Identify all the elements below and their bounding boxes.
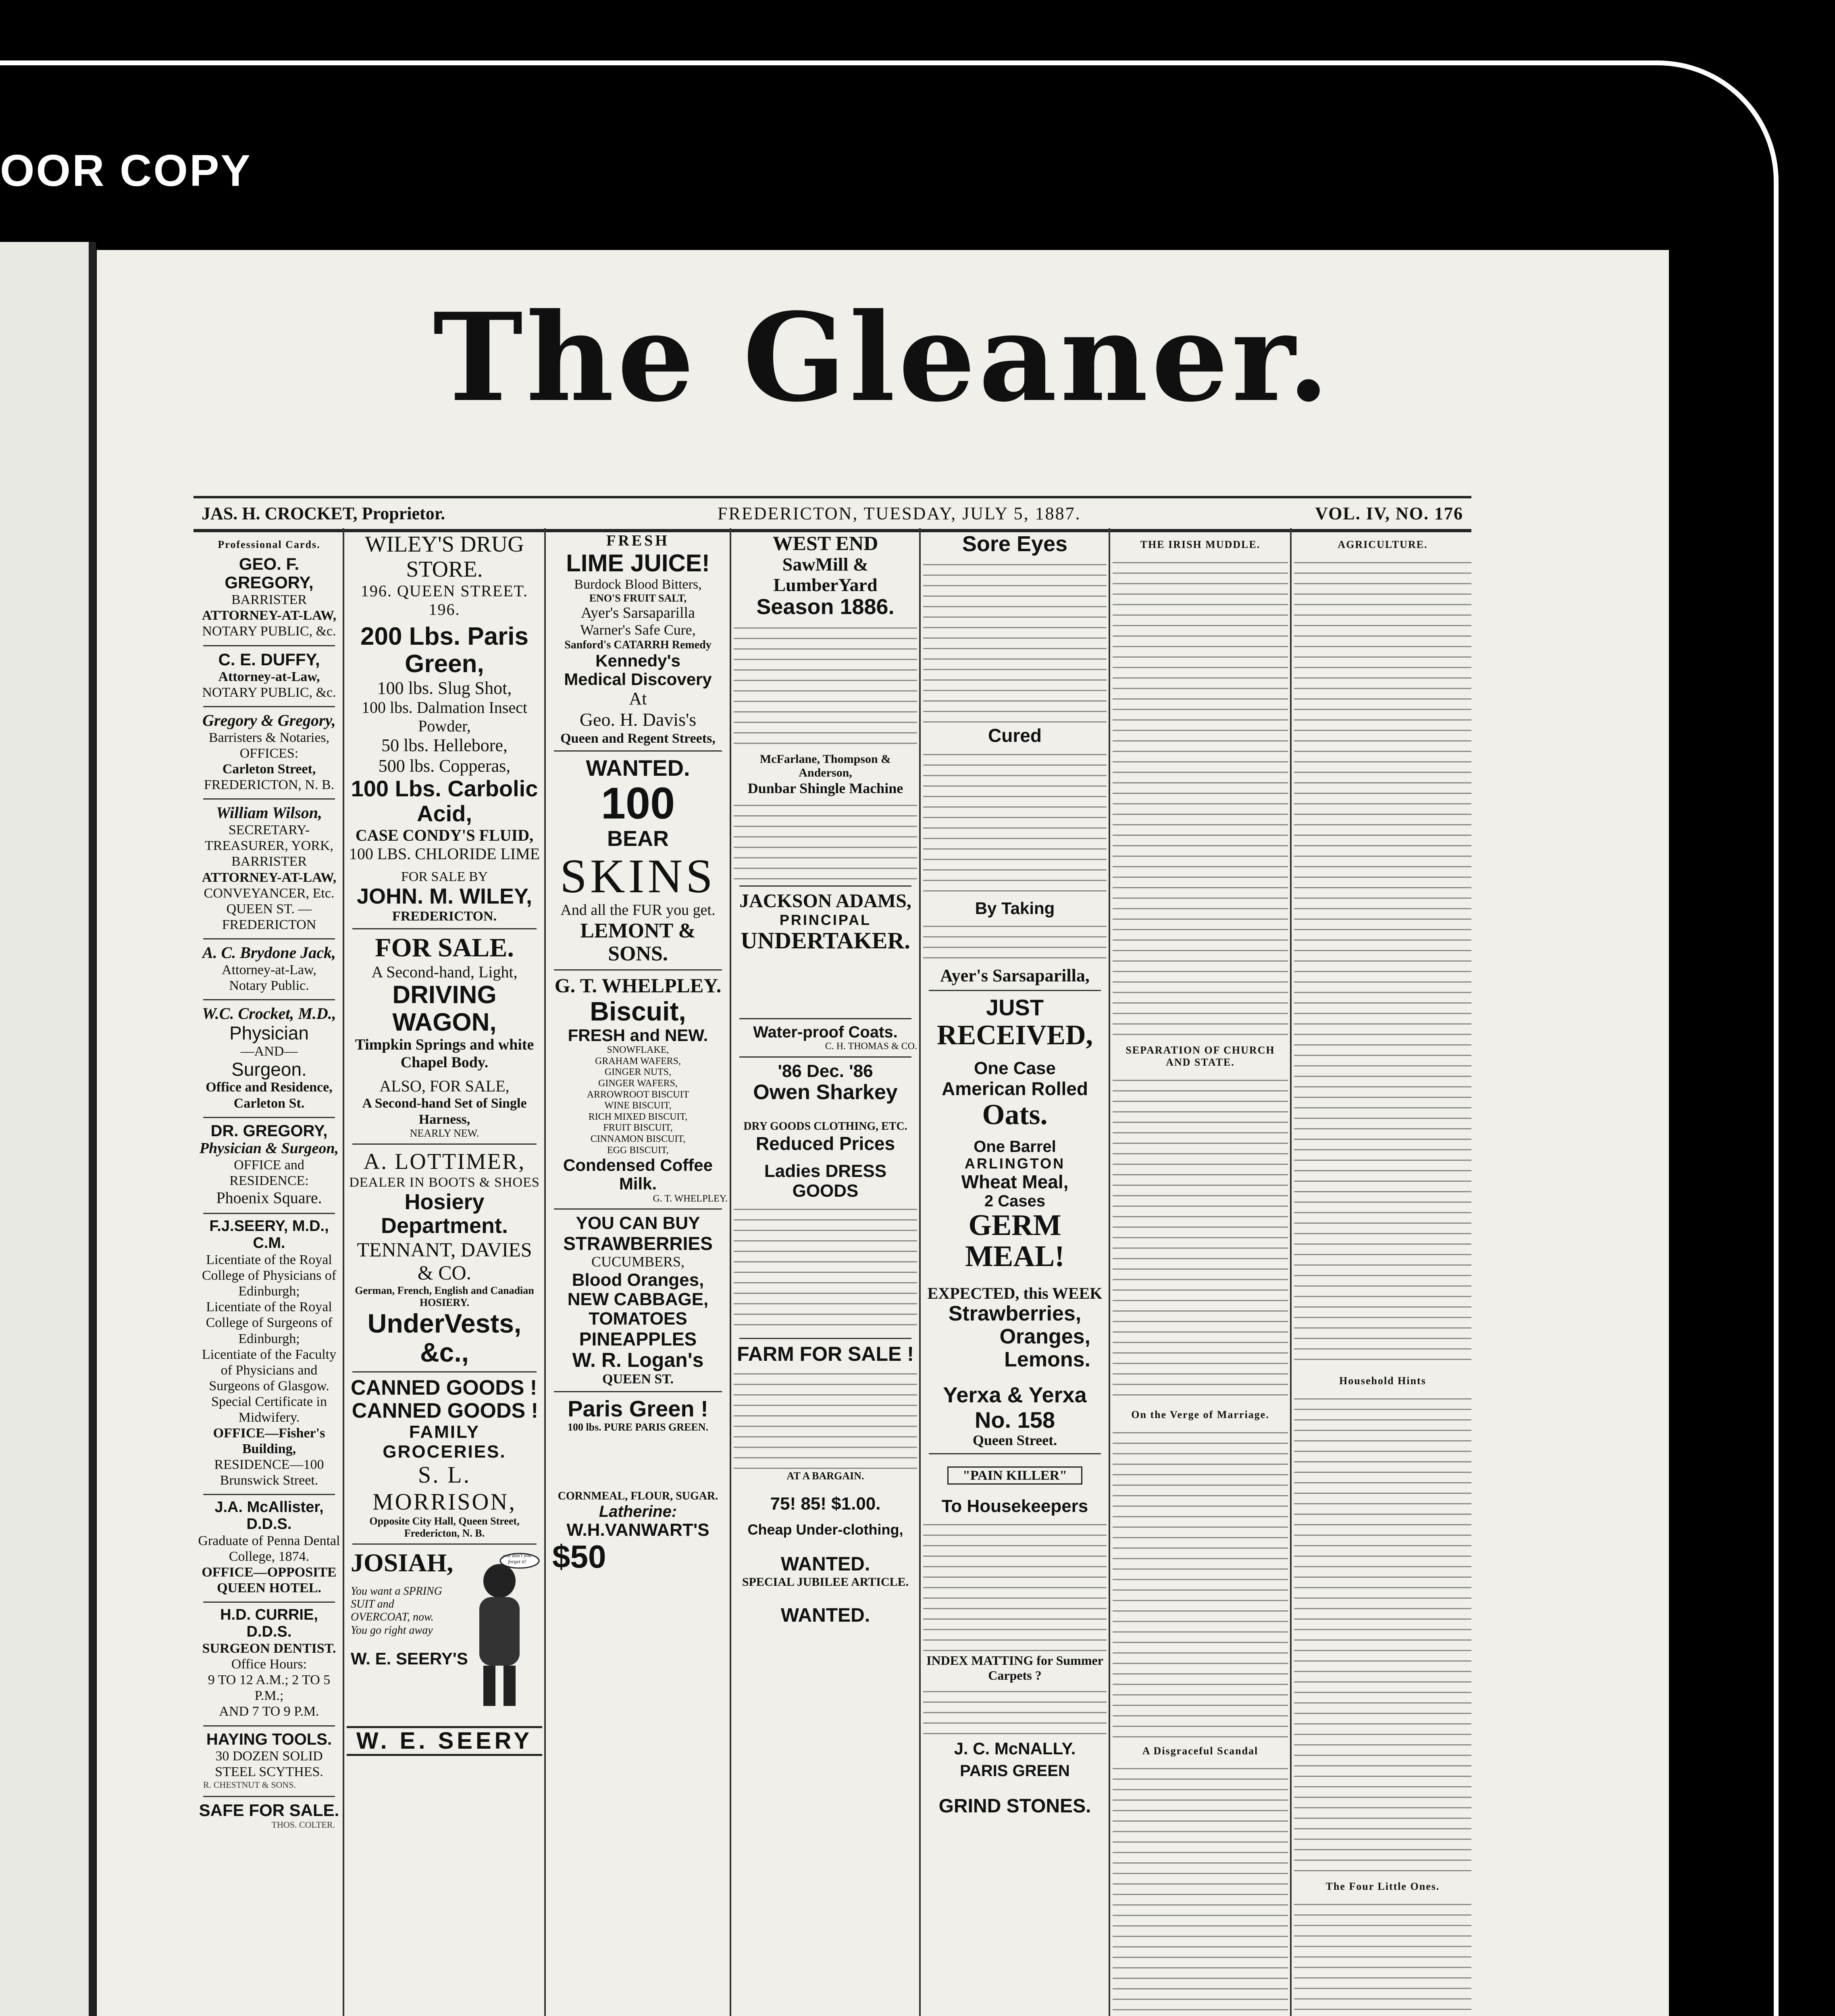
sawmill-body-text <box>734 619 917 752</box>
whelpley-2: G. T. WHELPLEY. <box>653 1193 728 1204</box>
wanted: WANTED. <box>586 755 690 781</box>
card-line: Attorney-at-Law, <box>222 962 316 977</box>
cartoon-illustration <box>455 1553 540 1714</box>
undervests: UnderVests, &c., <box>367 1308 522 1368</box>
card-line: Barristers & Notaries, <box>208 730 330 745</box>
card-line: OFFICE and RESIDENCE: <box>229 1158 309 1189</box>
drug-item: 200 Lbs. Paris Green, <box>360 623 529 678</box>
lemons: Lemons. <box>1004 1348 1090 1372</box>
biscuit-item: GRAHAM WAFERS, <box>595 1056 681 1066</box>
card-name: A. C. Brydone Jack, <box>202 943 336 962</box>
tennant-davies: TENNANT, DAVIES & CO. <box>357 1238 532 1284</box>
for-sale-line: Chapel Body. <box>400 1054 489 1071</box>
two-cases: 2 Cases <box>984 1192 1046 1210</box>
seller-place: FREDERICTON. <box>392 909 497 924</box>
divider <box>554 1391 722 1392</box>
biscuit-item: WINE BISCUIT, <box>604 1100 672 1111</box>
card <box>198 711 341 793</box>
canned-goods-2: CANNED GOODS ! <box>352 1399 538 1422</box>
card <box>198 1607 341 1719</box>
for-sale-line: Timpkin Springs and white <box>355 1036 534 1054</box>
divider <box>203 999 335 1000</box>
canned-goods-1: CANNED GOODS ! <box>351 1376 537 1400</box>
divider <box>554 969 722 971</box>
drug-item: 100 LBS. CHLORIDE LIME <box>349 844 540 863</box>
divider <box>929 990 1101 991</box>
ladies-dress-goods: Ladies DRESS GOODS <box>764 1161 887 1201</box>
lottimer-sub: DEALER IN BOOTS & SHOES <box>349 1175 540 1190</box>
sore-eyes-body-text <box>923 556 1107 725</box>
proprietor: JAS. H. CROCKET, Proprietor. <box>202 504 445 523</box>
previous-page-edge <box>0 242 96 2016</box>
lemont: LEMONT & SONS. <box>580 919 696 966</box>
card-line: Surgeon. <box>231 1058 307 1080</box>
divider <box>203 1117 335 1118</box>
card <box>198 1122 341 1208</box>
divider <box>203 938 335 939</box>
morrison-address: Opposite City Hall, Queen Street, Fredericton, N. B. <box>369 1515 520 1539</box>
agriculture-heading: AGRICULTURE. <box>1338 539 1428 550</box>
undertaker: UNDERTAKER. <box>741 927 910 954</box>
oranges: Oranges, <box>999 1325 1090 1349</box>
produce-item: CUCUMBERS, <box>591 1254 685 1270</box>
cured-body-text <box>923 746 1107 899</box>
newspaper-page <box>97 250 1669 2016</box>
farm-for-sale: FARM FOR SALE ! <box>737 1342 914 1365</box>
bear: BEAR <box>607 826 669 851</box>
also-for-sale: ALSO, FOR SALE, <box>379 1077 510 1095</box>
news-heading: A Disgraceful Scandal <box>1142 1745 1259 1757</box>
paris-green-2: PARIS GREEN <box>960 1762 1070 1780</box>
matting-body-text <box>923 1683 1107 1739</box>
one-case: One Case <box>974 1058 1056 1079</box>
divider <box>554 750 722 752</box>
for-sale-line: DRIVING WAGON, <box>392 981 497 1036</box>
season: Season 1886. <box>756 595 895 619</box>
news-heading: SEPARATION OF CHURCH AND STATE. <box>1126 1044 1275 1068</box>
column-rule <box>544 528 546 2016</box>
paris-green: Paris Green ! <box>568 1396 708 1422</box>
to-housekeepers: To Housekeepers <box>941 1496 1088 1516</box>
at-a-bargain: AT A BARGAIN. <box>786 1470 864 1482</box>
biscuit-item: CINNAMON BISCUIT, <box>590 1133 686 1144</box>
ayers-sarsaparilla: Ayer's Sarsaparilla, <box>940 966 1090 986</box>
prices: 75! 85! $1.00. <box>770 1493 881 1514</box>
place-date: FREDERICTON, TUESDAY, JULY 5, 1887. <box>718 504 1081 523</box>
volume-number: VOL. IV, NO. 176 <box>1315 504 1463 523</box>
biscuit-item: SNOWFLAKE, <box>607 1045 669 1056</box>
card-line: FREDERICTON, N. B. <box>204 777 335 793</box>
card-line: QUEEN ST. — FREDERICTON <box>222 901 316 932</box>
josiah-title: JOSIAH, <box>351 1548 454 1577</box>
for-sale-line: A Second-hand, Light, <box>371 962 518 981</box>
card-name: F.J.SEERY, M.D., C.M. <box>209 1218 329 1252</box>
lottimer: A. LOTTIMER, <box>363 1149 526 1174</box>
drug-item: 500 lbs. Copperas, <box>378 756 511 776</box>
card-name: GEO. F. GREGORY, <box>225 554 314 592</box>
you-can-buy: YOU CAN BUY <box>576 1213 700 1233</box>
card <box>198 943 341 993</box>
column-agriculture <box>1294 532 1471 2016</box>
pain-killer: "PAIN KILLER" <box>947 1466 1082 1485</box>
card-name: HAYING TOOLS. <box>206 1730 332 1748</box>
divider <box>739 885 911 887</box>
column-rule <box>730 528 731 2016</box>
card-line: Office and Residence, Carleton St. <box>206 1080 333 1111</box>
drug-item: 100 Lbs. Carbolic Acid, <box>351 776 538 826</box>
thomas-co: C. H. THOMAS & CO. <box>825 1041 917 1052</box>
divider <box>203 1213 335 1214</box>
divider <box>352 1143 537 1145</box>
card-line: Special Certificate in Midwifery. <box>211 1394 327 1425</box>
household-body-text <box>1294 1390 1471 1874</box>
harness-note: NEARLY NEW. <box>410 1127 479 1139</box>
card-line: OFFICE—OPPOSITE QUEEN HOTEL. <box>202 1565 337 1596</box>
card-line: Physician & Surgeon, <box>199 1139 339 1157</box>
housekeepers-body-text <box>923 1516 1107 1653</box>
latherine: Latherine: <box>599 1503 677 1521</box>
for-sale-by: FOR SALE BY <box>401 869 488 884</box>
biscuit: Biscuit, <box>590 996 686 1027</box>
family-groceries: FAMILY GROCERIES. <box>383 1422 506 1462</box>
card-line: Graduate of Penna Dental College, 1874. <box>198 1533 340 1564</box>
one-barrel: One Barrel <box>974 1138 1056 1156</box>
jackson-adams: JACKSON ADAMS, <box>739 890 911 912</box>
card-line: ATTORNEY-AT-LAW, <box>202 870 337 885</box>
american-rolled: American Rolled <box>942 1078 1088 1099</box>
hosiery-sub: German, French, English and Canadian HOSIERY. <box>355 1284 534 1308</box>
section-heading: Professional Cards. <box>218 539 320 550</box>
card-name: DR. GREGORY, <box>210 1122 328 1140</box>
divider <box>352 928 537 929</box>
card-line: Licentiate of the Royal College of Physicians of Edinburgh; <box>202 1252 337 1299</box>
davis: Geo. H. Davis's <box>579 709 697 730</box>
card-line: OFFICE—Fisher's Building, <box>213 1426 325 1457</box>
card-name: C. E. DUFFY, <box>218 650 320 669</box>
card-line: SURGEON DENTIST. <box>202 1641 336 1656</box>
card-line: NOTARY PUBLIC, &c. <box>202 685 336 700</box>
paris-green-sub: 100 lbs. PURE PARIS GREEN. <box>567 1421 709 1433</box>
card-name: J.A. McAllister, D.D.S. <box>214 1499 324 1533</box>
logan-address: QUEEN ST. <box>602 1372 674 1387</box>
card-line: NOTARY PUBLIC, &c. <box>202 624 336 639</box>
yerxa: Yerxa & Yerxa <box>943 1383 1087 1408</box>
divider <box>203 645 335 646</box>
produce-item: TOMATOES <box>589 1309 687 1329</box>
owen-sharkey: Owen Sharkey <box>753 1081 898 1104</box>
drug-item: CASE CONDY'S FLUID, <box>355 826 534 844</box>
hosiery-dept: Hosiery Department. <box>381 1190 508 1238</box>
biscuit-item: FRUIT BISCUIT, <box>603 1123 673 1133</box>
divider <box>203 1494 335 1495</box>
divider <box>352 1543 537 1545</box>
divider <box>739 1056 911 1058</box>
biscuit-item: EGG BISCUIT, <box>607 1145 669 1156</box>
card-line: Office Hours: <box>231 1657 307 1672</box>
condensed: Condensed Coffee Milk. <box>563 1156 713 1193</box>
card <box>198 1499 341 1596</box>
remedy-item: Ayer's Sarsaparilla <box>581 604 695 621</box>
under-clothing: Cheap Under-clothing, <box>747 1521 903 1538</box>
cured: Cured <box>988 725 1042 746</box>
column-professional-cards <box>198 532 341 2016</box>
card <box>198 555 341 639</box>
card <box>198 804 341 933</box>
column-lime-juice <box>548 532 728 2016</box>
divider <box>929 1453 1101 1454</box>
card-line: Attorney-at-Law, <box>218 669 320 684</box>
card-line: Notary Public. <box>229 978 309 993</box>
wheat-meal: Wheat Meal, <box>961 1171 1069 1192</box>
four-little-ones-heading: The Four Little Ones. <box>1325 1880 1440 1892</box>
harness: A Second-hand Set of Single Harness, <box>362 1096 527 1127</box>
principal: PRINCIPAL <box>779 911 872 928</box>
card-line: OFFICES: <box>239 746 299 761</box>
logan: W. R. Logan's <box>572 1349 704 1372</box>
drug-item: 50 lbs. Hellebore, <box>381 735 508 756</box>
dateline-bar <box>193 496 1471 532</box>
produce-item: STRAWBERRIES <box>563 1233 713 1254</box>
card-line: ATTORNEY-AT-LAW, <box>202 608 337 623</box>
column-news <box>1113 532 1288 2016</box>
waterproof-coats: Water-proof Coats. <box>753 1023 898 1041</box>
mcfarlane: McFarlane, Thompson & Anderson, <box>759 752 891 780</box>
column-wiley-drug-store <box>347 532 542 2016</box>
biscuit-item: ARROWROOT BISCUIT <box>587 1089 689 1100</box>
received: RECEIVED, <box>936 1020 1093 1051</box>
column-rule <box>1109 528 1110 2016</box>
just: JUST <box>986 994 1044 1020</box>
card-line: SECRETARY-TREASURER, YORK, <box>205 823 333 854</box>
card-name: H.D. CURRIE, D.D.S. <box>220 1606 318 1641</box>
card-line: RESIDENCE—100 Brunswick Street. <box>214 1457 324 1488</box>
news-body-text <box>1113 554 1288 1038</box>
column-sore-eyes <box>923 532 1107 2016</box>
expected: EXPECTED, this WEEK <box>927 1284 1103 1302</box>
speech-bubble: you don't you forget it! <box>503 1552 531 1565</box>
sawmill: SawMill & LumberYard <box>773 554 878 595</box>
divider <box>352 1371 537 1372</box>
drug-item: 100 lbs. Slug Shot, <box>377 678 512 698</box>
news-heading: THE IRISH MUDDLE. <box>1140 539 1261 550</box>
sore-eyes: Sore Eyes <box>962 532 1068 556</box>
column-rule <box>919 528 921 2016</box>
card <box>198 1218 341 1488</box>
whelpley: G. T. WHELPLEY. <box>554 974 722 997</box>
mcnally: J. C. McNALLY. <box>954 1739 1076 1758</box>
josiah-text: You want a SPRING SUIT and OVERCOAT, now. You go right away <box>351 1585 442 1637</box>
card-line: Physician <box>229 1023 309 1044</box>
store-name: WILEY'S DRUG STORE. <box>365 532 524 582</box>
west-end: WEST END <box>772 532 878 554</box>
queen-street: Queen Street. <box>972 1432 1057 1449</box>
taking-body-text <box>923 918 1107 966</box>
card-line: 9 TO 12 A.M.; 2 TO 5 P.M.; <box>208 1672 331 1704</box>
news-body-text <box>1113 1424 1288 1739</box>
remedy-item: Sanford's CATARRH Remedy <box>564 638 712 651</box>
remedy-item: Burdock Blood Bitters, <box>574 577 702 592</box>
josiah-ad <box>347 1549 542 1726</box>
jubilee-article: SPECIAL JUBILEE ARTICLE. <box>742 1575 909 1589</box>
divider <box>739 1338 911 1339</box>
germ-meal: GERM MEAL! <box>965 1208 1065 1273</box>
cornmeal: CORNMEAL, FLOUR, SUGAR. <box>558 1489 718 1502</box>
dunbar-body-text <box>734 797 917 881</box>
film-label: OOR COPY <box>0 146 252 196</box>
divider <box>203 1796 335 1797</box>
oats: Oats. <box>982 1098 1048 1131</box>
fresh-and-new: FRESH and NEW. <box>568 1026 708 1045</box>
household-heading: Household Hints <box>1339 1375 1426 1387</box>
reduced-prices: Reduced Prices <box>755 1133 895 1154</box>
divider <box>554 1208 722 1210</box>
column-rule <box>1290 528 1292 2016</box>
card <box>198 1004 341 1111</box>
card-line: Licentiate of the Faculty of Physicians and Surgeons of Glasgow. <box>202 1347 337 1393</box>
card-line: Carleton Street, <box>222 762 316 777</box>
card-line: AND 7 TO 9 P.M. <box>219 1704 319 1719</box>
seery-banner: W. E. SEERY <box>347 1726 542 1756</box>
biscuit-item: GINGER WAFERS, <box>598 1078 678 1089</box>
number-158: No. 158 <box>974 1407 1055 1433</box>
card <box>198 1801 341 1831</box>
card <box>198 650 341 700</box>
farm-body-text <box>734 1365 917 1470</box>
dunbar: Dunbar Shingle Machine <box>747 780 903 796</box>
price-50: $50 <box>552 1539 606 1575</box>
card-line: CONVEYANCER, Etc. <box>204 885 335 901</box>
divider <box>203 1725 335 1727</box>
drug-list <box>347 623 542 863</box>
produce-item: Blood Oranges, <box>572 1270 704 1290</box>
seller-name: JOHN. M. WILEY, <box>356 884 533 908</box>
furs: And all the FUR you get. <box>560 902 716 919</box>
card-line: —AND— <box>240 1043 298 1059</box>
divider <box>203 798 335 800</box>
produce-item: NEW CABBAGE, <box>567 1289 709 1309</box>
produce-item: PINEAPPLES <box>579 1328 697 1350</box>
card-line: BARRISTER <box>231 592 307 608</box>
fresh-label: FRESH <box>606 532 670 549</box>
divider <box>203 1602 335 1603</box>
strawberries: Strawberries, <box>948 1302 1082 1325</box>
december-header: '86 Dec. '86 <box>778 1061 873 1081</box>
vanwart: W.H.VANWART'S <box>566 1520 709 1540</box>
card <box>198 1731 341 1791</box>
remedy-item: Kennedy's <box>595 651 680 670</box>
store-address: 196. QUEEN STREET. 196. <box>360 582 528 619</box>
card-line: Phoenix Square. <box>216 1189 322 1207</box>
card-name: William Wilson, <box>216 804 322 822</box>
card-name: W.C. Crocket, M.D., <box>202 1004 336 1023</box>
davis-address: Queen and Regent Streets, <box>560 731 716 746</box>
column-rule <box>343 528 344 2016</box>
dry-goods: DRY GOODS CLOTHING, ETC. <box>743 1120 907 1133</box>
hundred: 100 <box>601 779 675 829</box>
skins: SKINS <box>560 849 716 903</box>
wanted-2: WANTED. <box>780 1553 870 1575</box>
card-line: R. CHESTNUT & SONS. <box>203 1779 296 1790</box>
agriculture-body-text <box>1294 554 1471 1368</box>
remedy-item: Warner's Safe Cure, <box>580 622 696 638</box>
four-little-ones-body-text <box>1294 1896 1471 2016</box>
arlington: ARLINGTON <box>964 1155 1065 1172</box>
card-line: Licentiate of the Royal College of Surgeons of Edinburgh; <box>206 1300 333 1346</box>
wanted-3: WANTED. <box>780 1605 870 1627</box>
masthead-title: The Gleaner. <box>433 286 1333 429</box>
card-name: Gregory & Gregory, <box>202 711 336 729</box>
card-line: BARRISTER <box>231 854 307 869</box>
by-taking: By Taking <box>975 898 1055 918</box>
grind-stones: GRIND STONES. <box>938 1795 1091 1817</box>
card-line: THOS. COLTER. <box>271 1820 335 1830</box>
biscuit-item: GINGER NUTS, <box>604 1067 672 1078</box>
column-sawmill <box>734 532 917 2016</box>
divider <box>739 1018 911 1019</box>
card-line: 30 DOZEN SOLID STEEL SCYTHES. <box>215 1748 323 1779</box>
news-heading: On the Verge of Marriage. <box>1131 1408 1269 1420</box>
lime-juice: LIME JUICE! <box>566 549 710 577</box>
remedy-item: Medical Discovery <box>564 670 712 689</box>
morrison: S. L. MORRISON, <box>372 1461 516 1515</box>
remedy-item: At <box>629 689 647 709</box>
news-body-text <box>1113 1072 1288 1402</box>
biscuit-item: RICH MIXED BISCUIT, <box>588 1111 688 1122</box>
for-sale-title: FOR SALE. <box>375 933 514 963</box>
seery-name: W. E. SEERY'S <box>351 1649 468 1668</box>
index-matting: INDEX MATTING for Summer Carpets ? <box>926 1653 1103 1683</box>
drug-item: 100 lbs. Dalmation Insect Powder, <box>361 698 528 735</box>
news-body-text <box>1113 1760 1288 2016</box>
remedy-item: ENO'S FRUIT SALT, <box>589 592 687 604</box>
dress-goods-body-text <box>734 1201 917 1334</box>
card-name: SAFE FOR SALE. <box>199 1801 339 1820</box>
divider <box>203 706 335 707</box>
